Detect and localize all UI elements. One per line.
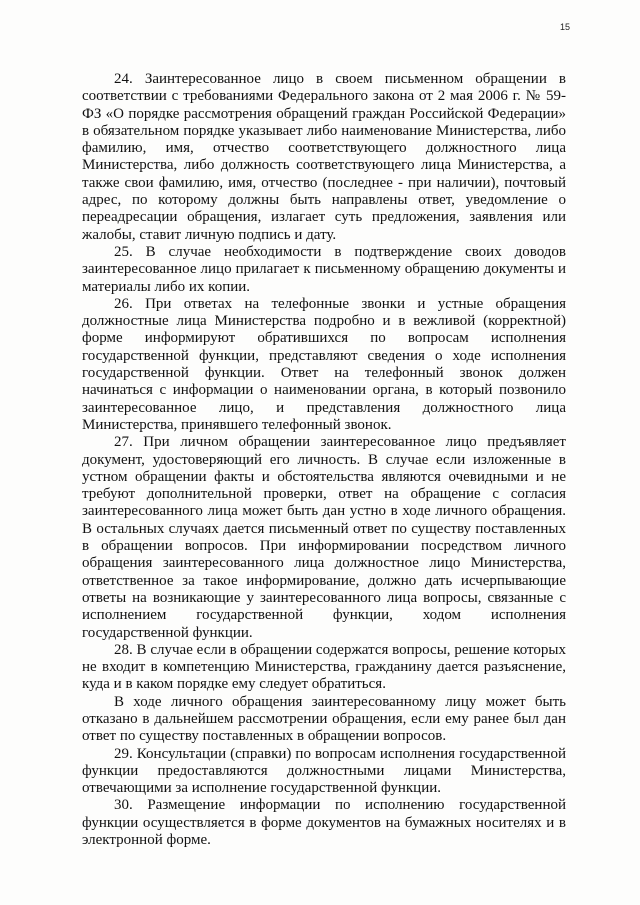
page-number: 15 — [560, 22, 571, 32]
paragraph-28: 28. В случае если в обращении содержатся вопросы, решение которых не входит в компетенцию Министерства, гражданину дается разъяснение, куда и в каком порядке ему следует обратиться. — [82, 641, 566, 693]
paragraph-26: 26. При ответах на телефонные звонки и устные обращения должностные лица Министерства подробно и в вежливой (корректной) форме информируют обратившихся по вопросам исполнения государственной функции, представляют сведения о ходе исполнения государственной функции. Ответ на телефонный звонок должен начинаться с информации о наименовании органа, в который позвонило заинтересованное лицо, и представления должностного лица Министерства, принявшего телефонный звонок. — [82, 295, 566, 433]
paragraph-29: 29. Консультации (справки) по вопросам исполнения государственной функции предоставляются должностными лицами Министерства, отвечающими за исполнение государственной функции. — [82, 745, 566, 797]
paragraph-30: 30. Размещение информации по исполнению государственной функции осуществляется в форме документов на бумажных носителях и в электронной форме. — [82, 797, 566, 849]
paragraph-27: 27. При личном обращении заинтересованное лицо предъявляет документ, удостоверяющий его личность. В случае если изложенные в устном обращении факты и обстоятельства являются очевидными и не требуют дополнительной проверки, ответ на обращение с согласия заинтересованного лица может быть дан устно в ходе личного обращения. В остальных случаях дается письменный ответ по существу поставленных в обращении вопросов. При информировании посредством личного обращения заинтересованного лица должностное лицо Министерства, ответственное за такое информирование, должно дать исчерпывающие ответы на возникающие у заинтересованного лица вопросы, связанные с исполнением государственной функции, ходом исполнения государственной функции. — [82, 434, 566, 641]
paragraph-25: 25. В случае необходимости в подтверждение своих доводов заинтересованное лицо прилагает к письменному обращению документы и материалы либо их копии. — [82, 243, 566, 295]
document-body — [82, 71, 566, 849]
paragraph-24: 24. Заинтересованное лицо в своем письменном обращении в соответствии с требованиями Федерального закона от 2 мая 2006 г. № 59-ФЗ «О порядке рассмотрения обращений граждан Российской Федерации» в обязательном порядке указывает либо наименование Министерства, либо фамилию, имя, отчество соответствующего должностного лица Министерства, либо должность соответствующего лица Министерства, а также свои фамилию, имя, отчество (последнее - при наличии), почтовый адрес, по которому должны быть направлены ответ, уведомление о переадресации обращения, излагает суть предложения, заявления или жалобы, ставит личную подпись и дату. — [82, 71, 566, 243]
paragraph-28-continued: В ходе личного обращения заинтересованному лицу может быть отказано в дальнейшем рассмотрении обращения, если ему ранее был дан ответ по существу поставленных в обращении вопросов. — [82, 693, 566, 745]
